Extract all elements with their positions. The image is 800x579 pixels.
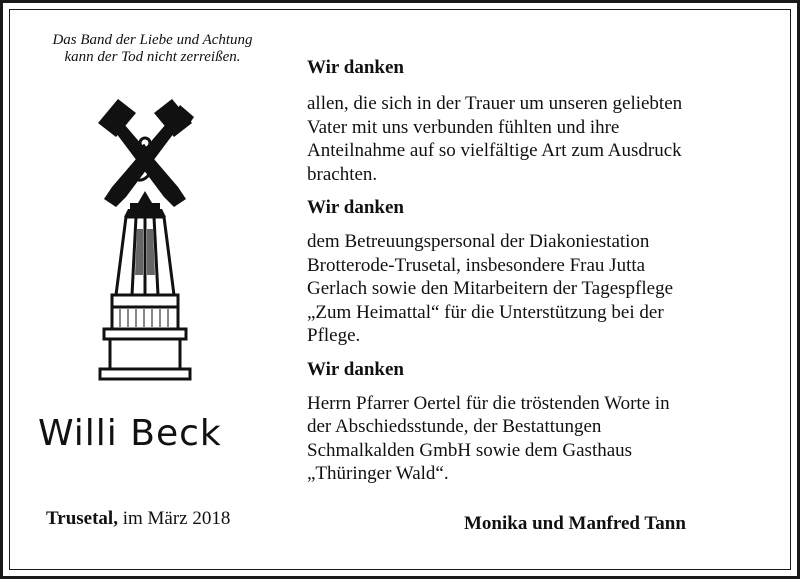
thanks-line: allen, die sich in der Trauer um unseren geliebten [307, 93, 683, 114]
thanks-line: „Thüringer Wald“. [307, 463, 449, 484]
deceased-name: Willi Beck [38, 413, 222, 454]
place-date: im März 2018 [122, 508, 231, 529]
thanks-line: Brotterode-Trusetal, insbesondere Frau Jutta [307, 254, 646, 276]
thanks-line: Anteilnahme auf so vielfältige Art zum Ausdruck [307, 140, 682, 161]
thanks-line: brachten. [307, 163, 378, 185]
place-town: Trusetal, [46, 508, 118, 529]
motto [20, 32, 285, 66]
mining-hammers-and-lamp-icon [90, 95, 200, 385]
thanks-line: „Zum Heimattal“ für die Unterstützung bei der [307, 301, 664, 323]
thanks-line: Herrn Pfarrer Oertel für die tröstenden Worte in [307, 392, 670, 414]
thanks-heading-3: Wir danken [307, 358, 404, 380]
motto-line-1: Das Band der Liebe und Achtung [52, 32, 253, 48]
thanks-line: Gerlach sowie den Mitarbeitern der Tagespflege [307, 278, 674, 299]
signature: Monika und Manfred Tann [464, 513, 686, 534]
motto-line-2: kann der Tod nicht zerreißen. [64, 49, 241, 65]
thanks-heading-1: Wir danken [307, 57, 404, 78]
thanks-text [307, 56, 767, 486]
thanks-line: Pflege. [307, 325, 361, 346]
thanks-line: der Abschiedsstunde, der Bestattungen [307, 416, 602, 437]
thanks-line: dem Betreuungspersonal der Diakoniestation [307, 231, 650, 252]
thanks-line: Vater mit uns verbunden fühlten und ihre [307, 116, 620, 138]
place-and-date [46, 508, 230, 530]
thanks-line: Schmalkalden GmbH sowie dem Gasthaus [307, 439, 633, 461]
thanks-heading-2: Wir danken [307, 197, 404, 218]
